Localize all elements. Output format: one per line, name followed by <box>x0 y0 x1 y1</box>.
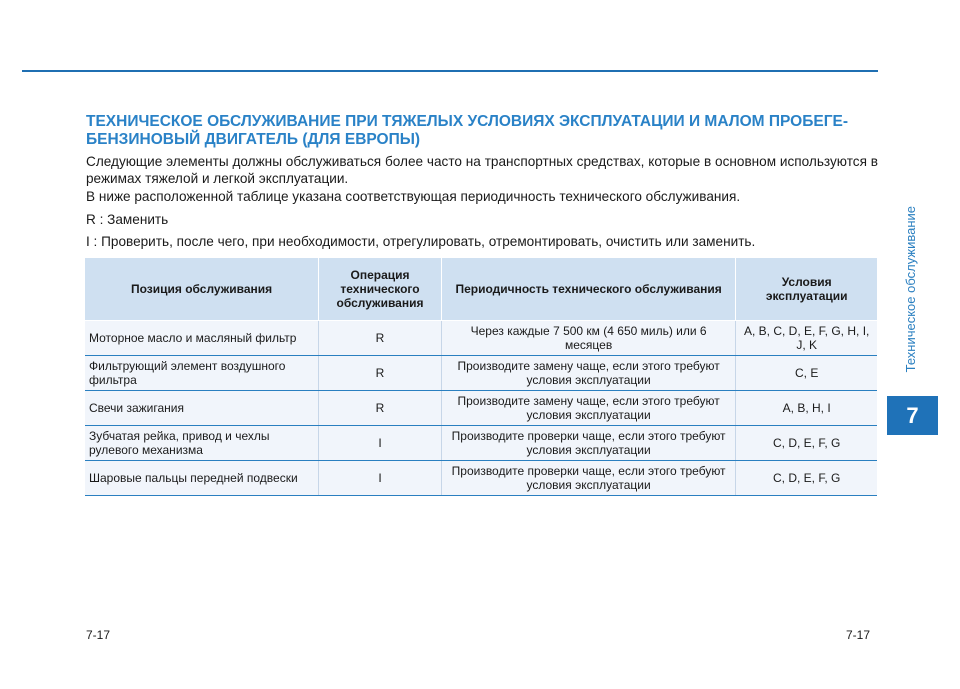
cell-item: Зубчатая рейка, привод и чехлы рулевого механизма <box>85 426 319 461</box>
chapter-title: Техническое обслуживание <box>902 205 918 373</box>
chapter-tab-label <box>893 198 927 380</box>
legend-inspect: I : Проверить, после чего, при необходимости, отрегулировать, отремонтировать, очистить или заменить. <box>86 234 756 249</box>
section-heading: ТЕХНИЧЕСКОЕ ОБСЛУЖИВАНИЕ ПРИ ТЯЖЕЛЫХ УСЛОВИЯХ ЭКСПЛУАТАЦИИ И МАЛОМ ПРОБЕГЕ- БЕНЗИНОВЫЙ ДВИГАТЕЛЬ (ДЛЯ ЕВРОПЫ) <box>86 113 848 148</box>
cell-interval: Производите проверки чаще, если этого требуют условия эксплуатации <box>441 426 736 461</box>
legend-replace: R : Заменить <box>86 212 169 227</box>
cell-operation: R <box>319 391 442 426</box>
cell-conditions: A, B, H, I <box>736 391 877 426</box>
cell-conditions: C, E <box>736 356 877 391</box>
table-row <box>85 461 877 496</box>
cell-operation: I <box>319 426 442 461</box>
intro-paragraph: Следующие элементы должны обслуживаться более часто на транспортных средствах, которые в основном используются в режимах тяжелой и легкой эксплуатации. <box>86 154 878 186</box>
cell-operation: I <box>319 461 442 496</box>
table-header-row <box>85 258 877 321</box>
cell-conditions: A, B, C, D, E, F, G, H, I, J, K <box>736 321 877 356</box>
page-number-right: 7-17 <box>846 628 871 642</box>
header-conditions: Условия эксплуатации <box>736 258 877 321</box>
cell-interval: Через каждые 7 500 км (4 650 миль) или 6 месяцев <box>441 321 736 356</box>
cell-interval: Производите замену чаще, если этого требуют условия эксплуатации <box>441 391 736 426</box>
cell-operation: R <box>319 321 442 356</box>
table-row <box>85 356 877 391</box>
cell-item: Моторное масло и масляный фильтр <box>85 321 319 356</box>
header-interval: Периодичность технического обслуживания <box>441 258 736 321</box>
cell-item: Свечи зажигания <box>85 391 319 426</box>
cell-item: Шаровые пальцы передней подвески <box>85 461 319 496</box>
cell-item: Фильтрующий элемент воздушного фильтра <box>85 356 319 391</box>
chapter-number-badge: 7 <box>887 396 938 435</box>
page-number-left: 7-17 <box>86 628 111 642</box>
cell-conditions: C, D, E, F, G <box>736 426 877 461</box>
header-operation: Операция технического обслуживания <box>319 258 442 321</box>
table-row <box>85 426 877 461</box>
table-row <box>85 391 877 426</box>
table-row <box>85 321 877 356</box>
header-item: Позиция обслуживания <box>85 258 319 321</box>
top-rule <box>22 70 878 72</box>
table-description: В ниже расположенной таблице указана соответствующая периодичность технического обслуживания. <box>86 189 741 204</box>
cell-interval: Производите проверки чаще, если этого требуют условия эксплуатации <box>441 461 736 496</box>
cell-operation: R <box>319 356 442 391</box>
maintenance-table <box>85 258 877 496</box>
cell-interval: Производите замену чаще, если этого требуют условия эксплуатации <box>441 356 736 391</box>
cell-conditions: C, D, E, F, G <box>736 461 877 496</box>
